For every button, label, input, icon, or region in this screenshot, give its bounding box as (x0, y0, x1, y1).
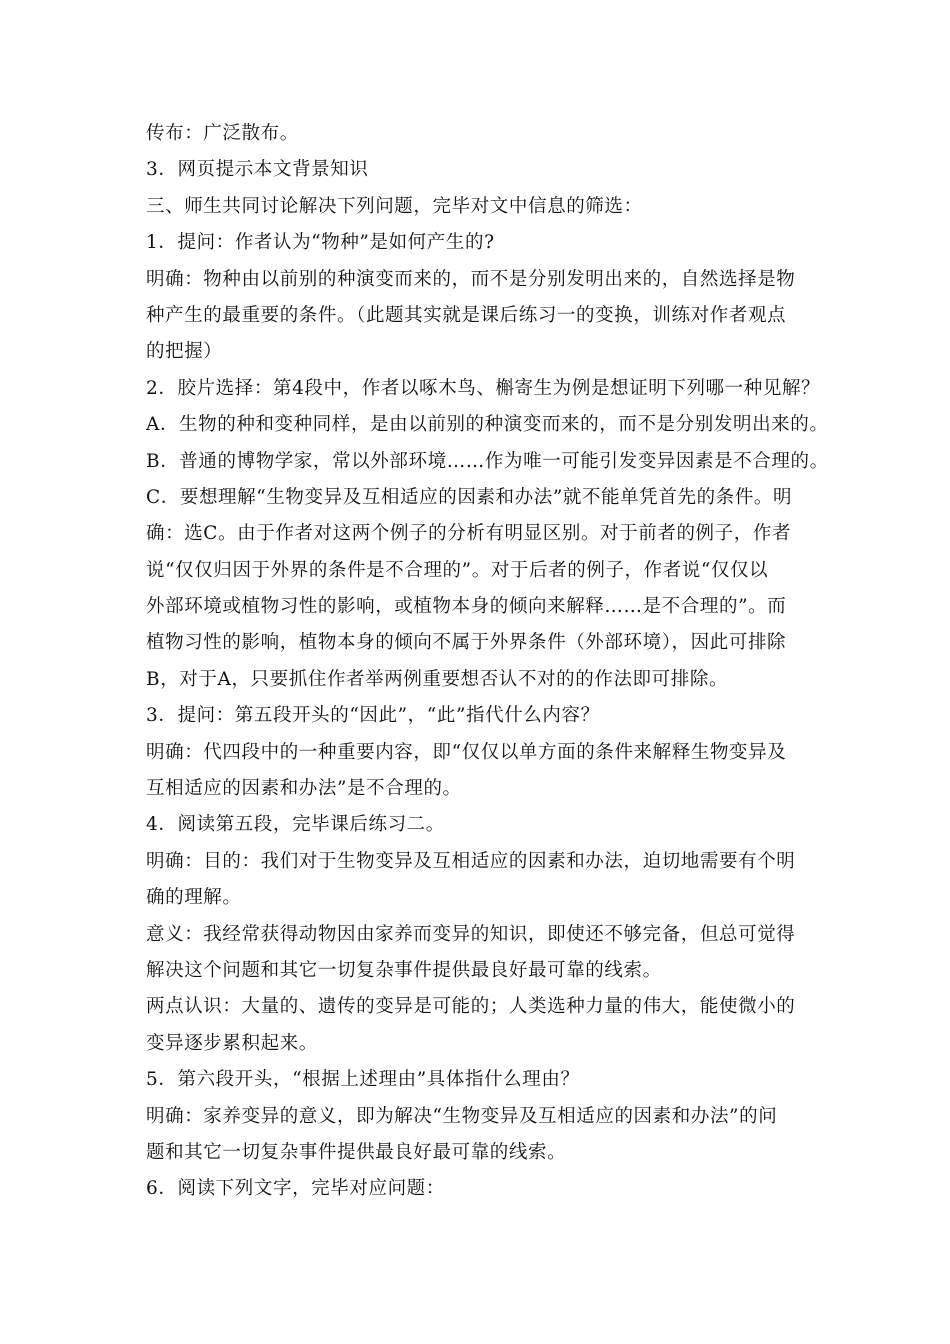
text-line: 明确：目的：我们对于生物变异及互相适应的因素和办法，迫切地需要有个明 (146, 850, 796, 872)
text-line: 明确：物种由以前别的种演变而来的，而不是分别发明出来的，自然选择是物 (146, 268, 796, 290)
text-line: 5．第六段开头，“根据上述理由”具体指什么理由？ (146, 1069, 580, 1091)
text-line: 互相适应的因素和办法”是不合理的。 (146, 778, 462, 800)
text-line: 确的理解。 (146, 887, 242, 909)
text-line: 种产生的最重要的条件。（此题其实就是课后练习一的变换，训练对作者观点 (146, 304, 787, 326)
text-line: 2．胶片选择：第4段中，作者以啄木鸟、槲寄生为例是想证明下列哪一种见解？ (146, 377, 821, 399)
text-line: 变异逐步累积起来。 (146, 1032, 318, 1054)
text-line: 解决这个问题和其它一切复杂事件提供最良好最可靠的线索。 (146, 959, 662, 981)
text-line: 明确：家养变异的意义，即为解决“生物变异及互相适应的因素和办法”的问 (146, 1105, 778, 1127)
text-line: 传布：广泛散布。 (146, 123, 299, 144)
text-line: 两点认识：大量的、遗传的变异是可能的；人类选种力量的伟大，能使微小的 (146, 996, 796, 1018)
document-body (146, 116, 829, 1208)
text-line: 的把握） (146, 341, 223, 363)
text-line: 确：选C。由于作者对这两个例子的分析有明显区别。对于前者的例子，作者 (146, 523, 792, 545)
text-line: 6．阅读下列文字，完毕对应问题： (146, 1178, 445, 1200)
text-line: B．普通的博物学家，常以外部环境……作为唯一可能引发变异因素是不合理的。 (146, 450, 829, 472)
text-line: 4．阅读第五段，完毕课后练习二。 (146, 814, 445, 836)
text-line: 说“仅仅归因于外界的条件是不合理的”。对于后者的例子，作者说“仅仅以 (146, 559, 769, 581)
text-line: 1．提问：作者认为“物种”是如何产生的? (146, 232, 495, 254)
text-line: A．生物的种和变种同样，是由以前别的种演变而来的，而不是分别发明出来的。 (146, 414, 829, 436)
text-line: 3．网页提示本文背景知识 (146, 159, 369, 181)
text-line: 题和其它一切复杂事件提供最良好最可靠的线索。 (146, 1141, 567, 1163)
text-line: 三、师生共同讨论解决下列问题，完毕对文中信息的筛选： (146, 195, 643, 217)
text-line: C．要想理解“生物变异及互相适应的因素和办法”就不能单凭首先的条件。明 (146, 486, 793, 508)
text-line: 植物习性的影响，植物本身的倾向不属于外界条件（外部环境），因此可排除 (146, 632, 787, 654)
text-line: 明确：代四段中的一种重要内容，即“仅仅以单方面的条件来解释生物变异及 (146, 741, 787, 763)
text-line: 3．提问：第五段开头的“因此”，“此”指代什么内容？ (146, 705, 600, 727)
text-line: 外部环境或植物习性的影响，或植物本身的倾向来解释……是不合理的”。而 (146, 596, 787, 618)
text-line: 意义：我经常获得动物因由家养而变异的知识，即使还不够完备，但总可觉得 (146, 923, 796, 945)
text-line: B，对于A，只要抓住作者举两例重要想否认不对的的作法即可排除。 (146, 668, 729, 690)
